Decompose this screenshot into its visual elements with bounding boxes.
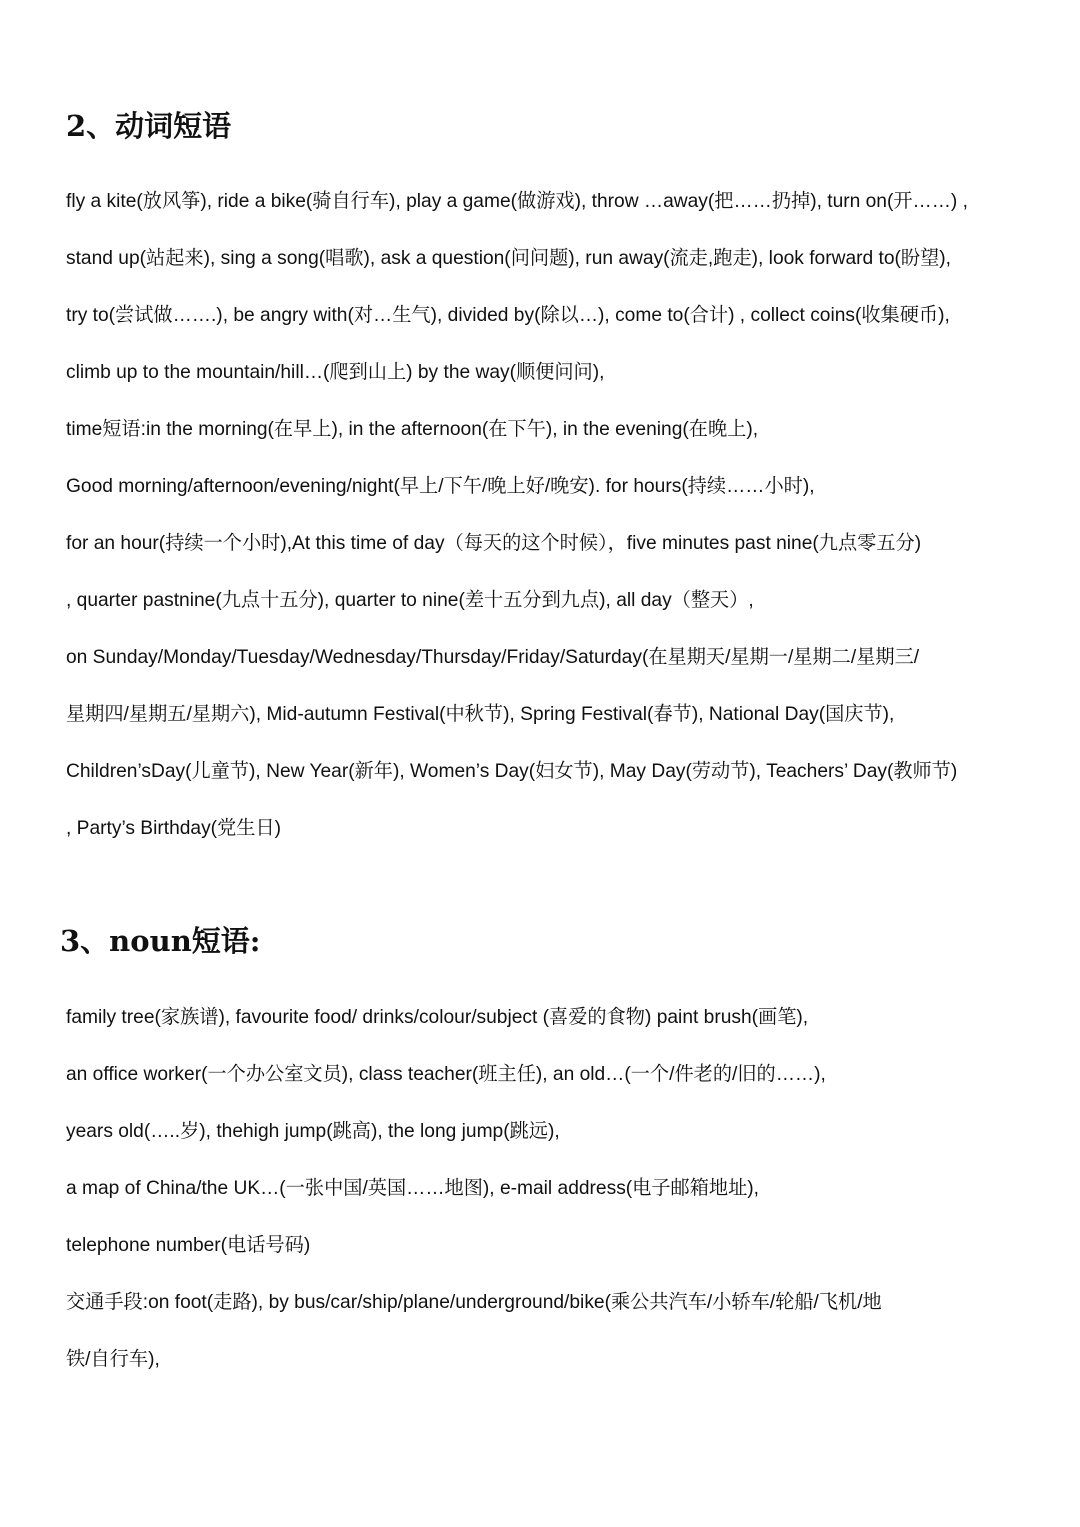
section-2-line-3: try to(尝试做…….), be angry with(对…生气), divided by(除以…), come to(合计) , collect coins(收集硬币),	[66, 305, 950, 326]
section-2-line-2: stand up(站起来), sing a song(唱歌), ask a question(问问题), run away(流走,跑走), look forward to(盼望),	[66, 248, 952, 269]
section-2-line-12: , Party’s Birthday(党生日)	[66, 818, 282, 839]
section-2-line-9: on Sunday/Monday/Tuesday/Wednesday/Thursday/Friday/Saturday(在星期天/星期一/星期二/星期三/	[66, 647, 920, 668]
section-2-line-11: Children’sDay(儿童节), New Year(新年), Women’s Day(妇女节), May Day(劳动节), Teachers’ Day(教师节)	[66, 761, 958, 782]
section-2-line-8: , quarter pastnine(九点十五分), quarter to nine(差十五分到九点), all day（整天）,	[66, 590, 754, 611]
section-2-line-5: time短语:in the morning(在早上), in the afternoon(在下午), in the evening(在晚上),	[66, 419, 759, 440]
section-2-line-1: fly a kite(放风筝), ride a bike(骑自行车), play a game(做游戏), throw …away(把……扔掉), turn on(开……) ,	[66, 191, 968, 212]
section-3-heading: 3、noun短语:	[60, 924, 261, 958]
section-2-line-7: for an hour(持续一个小时),At this time of day（每天的这个时候），five minutes past nine(九点零五分)	[66, 533, 922, 554]
section-3-line-3: years old(…..岁), thehigh jump(跳高), the long jump(跳远),	[66, 1121, 560, 1142]
section-2-heading: 2、动词短语	[66, 109, 232, 143]
section-2-line-10: 星期四/星期五/星期六), Mid-autumn Festival(中秋节), Spring Festival(春节), National Day(国庆节),	[66, 704, 895, 725]
section-3-line-4: a map of China/the UK…(一张中国/英国……地图), e-mail address(电子邮箱地址),	[66, 1178, 760, 1199]
section-3-line-5: telephone number(电话号码)	[66, 1235, 311, 1256]
section-2-line-4: climb up to the mountain/hill…(爬到山上) by the way(顺便问问),	[66, 362, 605, 383]
section-3-line-2: an office worker(一个办公室文员), class teacher(班主任), an old…(一个/件老的/旧的……),	[66, 1064, 826, 1085]
section-3-line-6: 交通手段:on foot(走路), by bus/car/ship/plane/underground/bike(乘公共汽车/小轿车/轮船/飞机/地	[66, 1292, 882, 1313]
section-2-line-6: Good morning/afternoon/evening/night(早上/下午/晚上好/晚安). for hours(持续……小时),	[66, 476, 815, 497]
section-3-line-7: 铁/自行车),	[66, 1349, 160, 1370]
section-3-line-1: family tree(家族谱), favourite food/ drinks/colour/subject (喜爱的食物) paint brush(画笔),	[66, 1007, 809, 1028]
